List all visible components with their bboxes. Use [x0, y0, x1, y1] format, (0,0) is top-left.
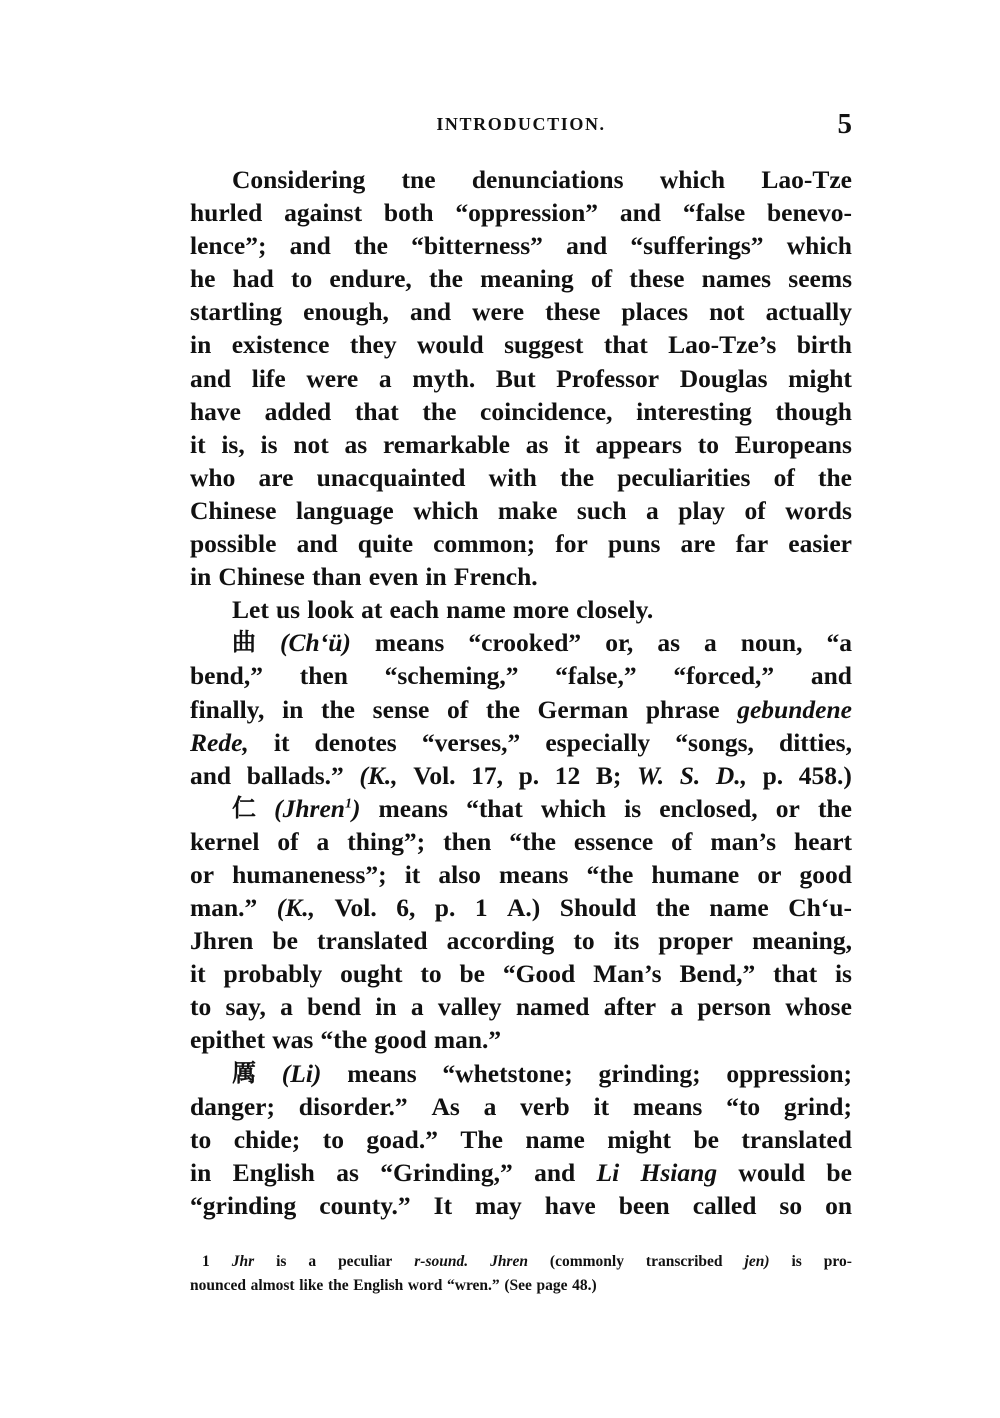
text-line: bend,” then “scheming,” “false,” “forced,” and	[190, 661, 852, 691]
text-line: have added that the coincidence, interesting though	[190, 396, 852, 426]
text-line: it probably ought to be “Good Man’s Bend,” that is	[190, 959, 852, 989]
text-line: startling enough, and were these places not actually	[190, 297, 852, 327]
text-line: who are unacquainted with the peculiarities of the	[190, 462, 852, 492]
text-line: 曲 (Ch‘ü) means “crooked” or, as a noun, “a	[190, 626, 852, 659]
text-line: man.” (K., Vol. 6, p. 1 A.) Should the name Ch‘u-	[190, 893, 852, 923]
text-line: Jhren be translated according to its proper meaning,	[190, 926, 852, 956]
text-line: danger; disorder.” As a verb it means “to grind;	[190, 1091, 852, 1121]
body-text	[190, 163, 852, 1222]
text-line: 仁 (Jhren$^1$) means “that which is enclosed, or the	[190, 792, 852, 825]
footnotes	[190, 1250, 852, 1298]
text-line: lence”; and the “bitterness” and “sufferings” which	[190, 231, 852, 261]
footnote-line: 1 Jhr is a peculiar r-sound. Jhren (commonly transcribed jen) is pro-	[202, 1253, 852, 1270]
page-header	[190, 108, 852, 148]
text-line: and ballads.” (K., Vol. 17, p. 12 B; W. S. D., p. 458.)	[190, 760, 852, 790]
text-line: Considering tne denunciations which Lao-Tze	[232, 165, 852, 194]
text-line: he had to endure, the meaning of these names seems	[190, 264, 852, 294]
text-line: or humaneness”; it also means “the humane or good	[190, 859, 852, 889]
text-line: Let us look at each name more closely.	[232, 595, 654, 625]
text-line: Chinese language which make such a play of words	[190, 495, 852, 525]
text-line: in Chinese than even in French.	[190, 562, 538, 592]
text-line: and life were a myth. But Professor Douglas might	[190, 363, 852, 393]
text-line: 厲 (Li) means “whetstone; grinding; oppression;	[190, 1057, 852, 1090]
chinese-character: 厲	[232, 1058, 256, 1087]
text-line: “grinding county.” It may have been called so on	[190, 1190, 852, 1220]
text-line: to chide; to goad.” The name might be translated	[190, 1124, 852, 1154]
text-line: in English as “Grinding,” and Li Hsiang would be	[190, 1157, 852, 1187]
running-head: INTRODUCTION.	[436, 114, 606, 134]
text-line: finally, in the sense of the German phrase gebundene	[190, 694, 852, 724]
text-line: kernel of a thing”; then “the essence of man’s heart	[190, 826, 852, 856]
chinese-character: 曲	[232, 628, 256, 657]
text-line: to say, a bend in a valley named after a person whose	[190, 992, 852, 1022]
text-line: Rede, it denotes “verses,” especially “songs, ditties,	[190, 727, 852, 757]
text-line: hurled against both “oppression” and “false benevo-	[190, 198, 852, 228]
text-line: in existence they would suggest that Lao-Tze’s birth	[190, 330, 852, 360]
text-line: epithet was “the good man.”	[190, 1025, 502, 1055]
chinese-character: 仁	[232, 793, 256, 822]
text-line: possible and quite common; for puns are far easier	[190, 529, 852, 559]
text-line: it is, is not as remarkable as it appears to Europeans	[190, 429, 852, 459]
footnote-line: nounced almost like the English word “wren.” (See page 48.)	[190, 1277, 597, 1294]
page-number: 5	[837, 108, 852, 140]
